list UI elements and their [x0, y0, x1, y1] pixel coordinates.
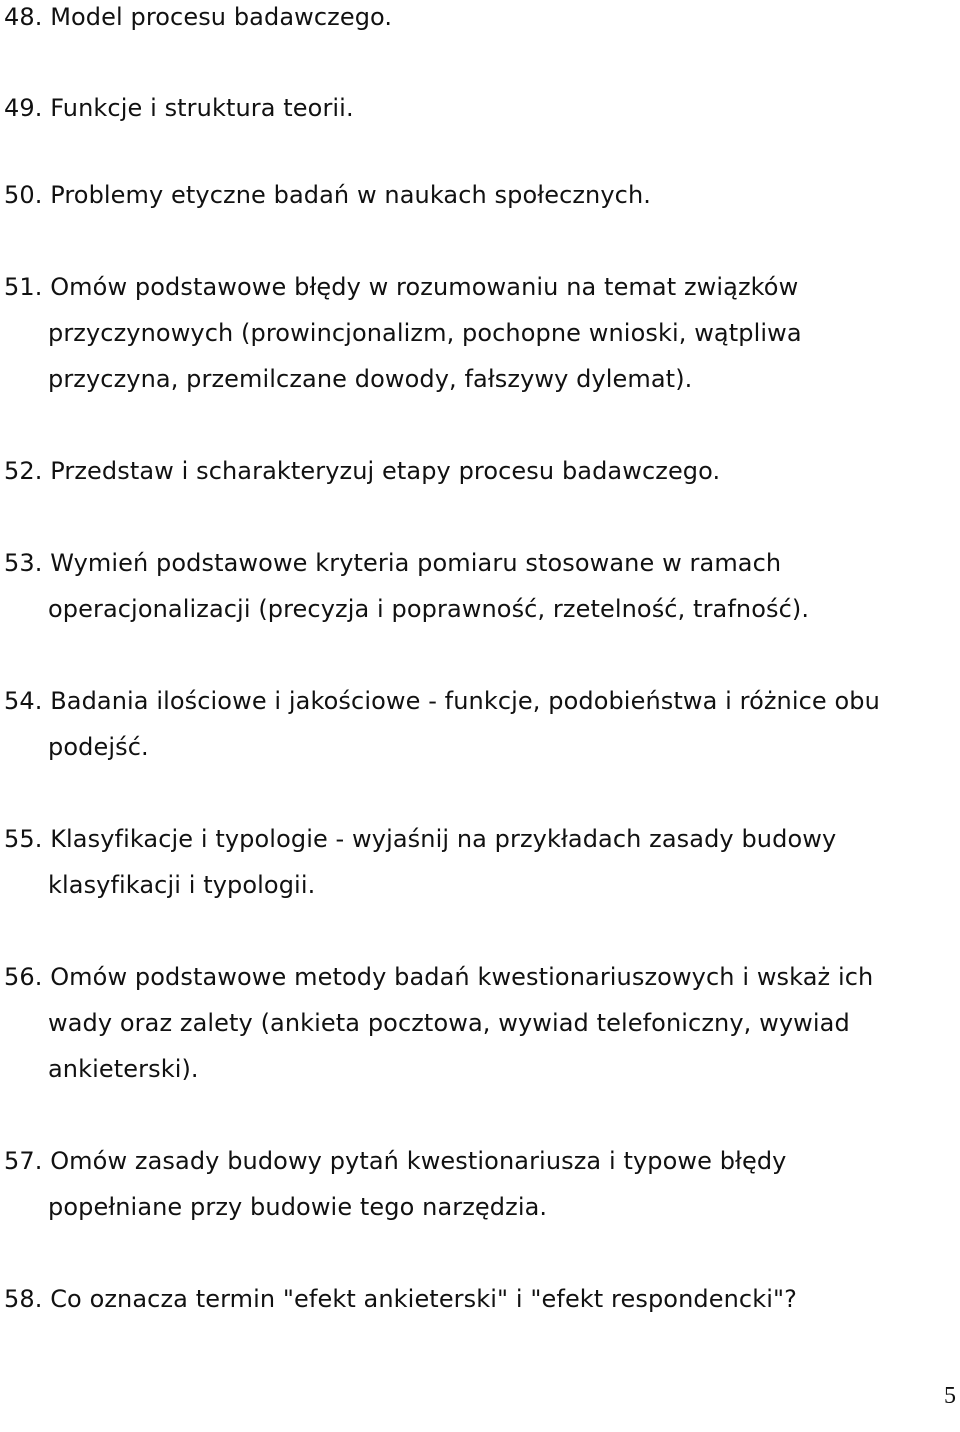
question-53-continuation: operacjonalizacji (precyzja i poprawność, rzetelność, trafność). [48, 595, 810, 623]
question-57: 57. Omów zasady budowy pytań kwestionariusza i typowe błędy [4, 1147, 787, 1175]
question-49: 49. Funkcje i struktura teorii. [4, 94, 354, 122]
question-56-continuation: wady oraz zalety (ankieta pocztowa, wywiad telefoniczny, wywiad [48, 1009, 850, 1037]
question-55: 55. Klasyfikacje i typologie - wyjaśnij na przykładach zasady budowy [4, 825, 837, 853]
question-48: 48. Model procesu badawczego. [4, 3, 393, 31]
question-51-continuation: przyczynowych (prowincjonalizm, pochopne wnioski, wątpliwa [48, 319, 802, 347]
question-56: 56. Omów podstawowe metody badań kwestionariuszowych i wskaż ich [4, 963, 874, 991]
question-53: 53. Wymień podstawowe kryteria pomiaru stosowane w ramach [4, 549, 782, 577]
question-54: 54. Badania ilościowe i jakościowe - funkcje, podobieństwa i różnice obu [4, 687, 880, 715]
question-51: 51. Omów podstawowe błędy w rozumowaniu na temat związków [4, 273, 799, 301]
question-57-continuation: popełniane przy budowie tego narzędzia. [48, 1193, 548, 1221]
question-55-continuation: klasyfikacji i typologii. [48, 871, 316, 899]
question-51-continuation: przyczyna, przemilczane dowody, fałszywy dylemat). [48, 365, 693, 393]
question-54-continuation: podejść. [48, 733, 149, 761]
question-50: 50. Problemy etyczne badań w naukach społecznych. [4, 181, 652, 209]
question-58: 58. Co oznacza termin "efekt ankieterski" i "efekt respondencki"? [4, 1285, 797, 1313]
question-52: 52. Przedstaw i scharakteryzuj etapy procesu badawczego. [4, 457, 721, 485]
question-56-continuation: ankieterski). [48, 1055, 199, 1083]
page-number: 5 [944, 1383, 956, 1409]
